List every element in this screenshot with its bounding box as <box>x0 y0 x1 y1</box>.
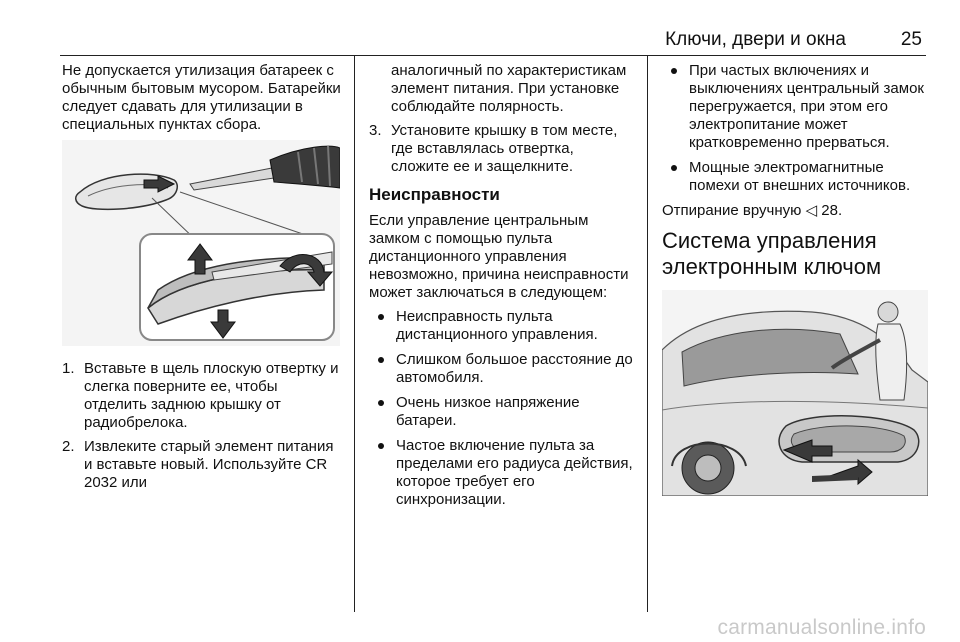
bullet-text: Частое включение пульта за пределами его радиуса действия, которое требует его синхронизации. <box>396 437 633 508</box>
step-text: Установите крышку в том месте, где вставлялась отвертка, сложите ее и защелкните. <box>391 122 618 175</box>
page-number: 25 <box>900 29 922 50</box>
page-header <box>60 27 926 57</box>
header-rule <box>60 55 926 56</box>
key-battery-illustration <box>62 140 340 346</box>
watermark: carmanualsonline.info <box>717 616 926 639</box>
reference-arrow-icon: ◁ <box>805 202 818 219</box>
section-heading-faults: Неисправности <box>369 185 500 204</box>
manual-unlock-text: Отпирание вручную <box>662 202 802 219</box>
column-divider-2 <box>647 56 648 612</box>
step-number: 1. <box>62 360 75 377</box>
bullet-text: Слишком большое расстояние до автомобиля. <box>396 351 633 386</box>
bullet-icon <box>378 357 384 363</box>
step-number: 2. <box>62 438 75 455</box>
bullet-icon <box>671 68 677 74</box>
car-door-handle-illustration <box>662 290 928 496</box>
battery-disposal-paragraph: Не допускается утилизация батареек с обычным бытовым мусором. Батарейки следует сдавать для утилизации в специальных пунктах сбора. <box>62 62 341 133</box>
step-number: 3. <box>369 122 382 139</box>
bullet-text: Неисправность пульта дистанционного управления. <box>396 308 598 343</box>
column-divider-1 <box>354 56 355 612</box>
column-2 <box>369 62 633 516</box>
column-3 <box>662 62 930 510</box>
faults-bullet-list <box>369 308 633 509</box>
bullet-icon <box>378 400 384 406</box>
section-heading-electronic-key: Система управления электронным ключом <box>662 228 882 279</box>
list-item <box>62 360 342 432</box>
battery-steps-list-cont <box>369 122 633 176</box>
battery-steps-list <box>62 360 342 492</box>
step-continuation: аналогичный по характеристикам элемент питания. При установке соблюдайте полярность. <box>391 62 627 115</box>
bullet-icon <box>378 443 384 449</box>
list-item <box>662 62 930 152</box>
bullet-icon <box>671 165 677 171</box>
reference-page: 28. <box>821 202 843 219</box>
list-item <box>662 159 930 195</box>
list-item <box>369 122 633 176</box>
bullet-text: При частых включениях и выключениях центральный замок перегружается, при этом его электропитание может кратковременно прерваться. <box>689 62 924 151</box>
bullet-text: Мощные электромагнитные помехи от внешних источников. <box>689 159 911 194</box>
bullet-text: Очень низкое напряжение батареи. <box>396 394 580 429</box>
bullet-icon <box>378 314 384 320</box>
list-item <box>369 351 633 387</box>
list-item <box>369 394 633 430</box>
faults-paragraph: Если управление центральным замком с помощью пульта дистанционного управления невозможно, причина неисправности может заключаться в следующем: <box>369 212 629 301</box>
list-item <box>62 438 342 492</box>
faults-bullet-list-cont <box>662 62 930 195</box>
page-title: Ключи, двери и окна <box>665 29 846 50</box>
list-item <box>369 437 633 509</box>
list-item <box>369 308 633 344</box>
page-reference-link[interactable] <box>806 202 843 219</box>
column-1 <box>62 62 342 498</box>
step-text: Извлеките старый элемент питания и вставьте новый. Используйте CR 2032 или <box>84 438 334 491</box>
manual-unlock-reference <box>662 202 930 220</box>
step-text: Вставьте в щель плоскую отвертку и слегка поверните ее, чтобы отделить заднюю крышку от радиобрелока. <box>84 360 339 431</box>
